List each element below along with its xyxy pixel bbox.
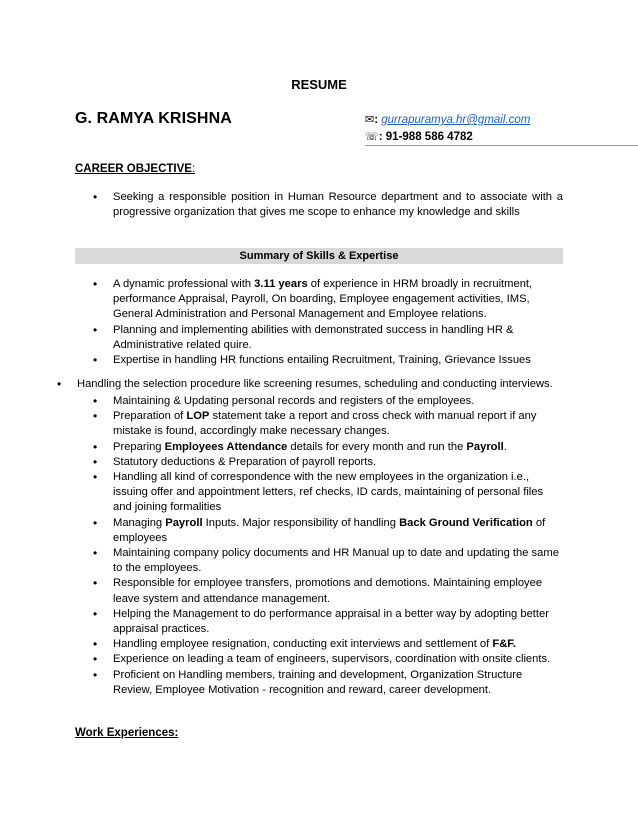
phone-line — [365, 130, 473, 143]
candidate-name: G. RAMYA KRISHNA — [75, 110, 232, 127]
telephone-icon: ☏ — [365, 131, 379, 143]
email-prefix: : — [374, 114, 382, 126]
list-item: • Proficient on Handling members, training and development, Organization Structure Review, Employee Motivation - recognition and reward, career development. — [91, 668, 563, 698]
list-item: • Experience on leading a team of engineers, supervisors, coordination with onsite clients. — [91, 652, 563, 667]
list-item: • Responsible for employee transfers, promotions and demotions. Maintaining employee leave system and attendance management. — [91, 576, 563, 606]
list-item: • Seeking a responsible position in Human Resource department and to associate with a progressive organization that gives me scope to enhance my knowledge and skills — [91, 190, 563, 220]
list-item: • Helping the Management to do performance appraisal in a better way by adopting better appraisal practices. — [91, 607, 563, 637]
list-item: • Preparation of LOP statement take a report and cross check with manual report if any mistake is found, accordingly make necessary changes. — [91, 409, 563, 439]
selection-procedure-list — [55, 377, 575, 392]
list-item: • Maintaining company policy documents and HR Manual up to date and updating the same to the employees. — [91, 546, 563, 576]
envelope-icon: ✉ — [365, 114, 375, 126]
list-item: • Statutory deductions & Preparation of payroll reports. — [91, 455, 563, 470]
list-item: • Handling all kind of correspondence with the new employees in the organization i.e., issuing offer and appointment letters, ref checks, ID cards, maintaining of personal files and joining formalities — [91, 470, 563, 516]
career-objective-heading — [75, 163, 195, 175]
list-item: • Managing Payroll Inputs. Major responsibility of handling Back Ground Verification of employees — [91, 516, 563, 546]
summary-heading-bar: Summary of Skills & Expertise — [75, 248, 563, 264]
email-line — [365, 113, 530, 126]
list-item: • Handling employee resignation, conducting exit interviews and settlement of F&F. — [91, 637, 563, 652]
header-divider — [365, 145, 638, 146]
work-experiences-heading: Work Experiences: — [75, 727, 179, 739]
phone-number: : 91-988 586 4782 — [378, 131, 473, 143]
duties-list — [91, 394, 563, 698]
list-item: • Planning and implementing abilities with demonstrated success in handling HR & Administrative related quire. — [91, 323, 563, 353]
email-link[interactable]: gurrapuramya.hr@gmail.com — [381, 114, 531, 126]
list-item: • Preparing Employees Attendance details for every month and run the Payroll. — [91, 440, 563, 455]
career-heading-colon: : — [191, 163, 196, 175]
list-item: • Expertise in handling HR functions entailing Recruitment, Training, Grievance Issues — [91, 353, 563, 368]
career-objective-list — [91, 190, 563, 220]
list-item: • Handling the selection procedure like screening resumes, scheduling and conducting interviews. — [55, 377, 575, 392]
summary-list — [91, 277, 563, 368]
document-title: RESUME — [291, 77, 347, 92]
career-heading-text: CAREER OBJECTIVE — [75, 163, 192, 175]
list-item: • Maintaining & Updating personal records and registers of the employees. — [91, 394, 563, 409]
list-item: • A dynamic professional with 3.11 years of experience in HRM broadly in recruitment, performance Appraisal, Payroll, On boarding, Employee engagement activities, IMS, General Administration and Personal Management and Employee relations. — [91, 277, 563, 323]
